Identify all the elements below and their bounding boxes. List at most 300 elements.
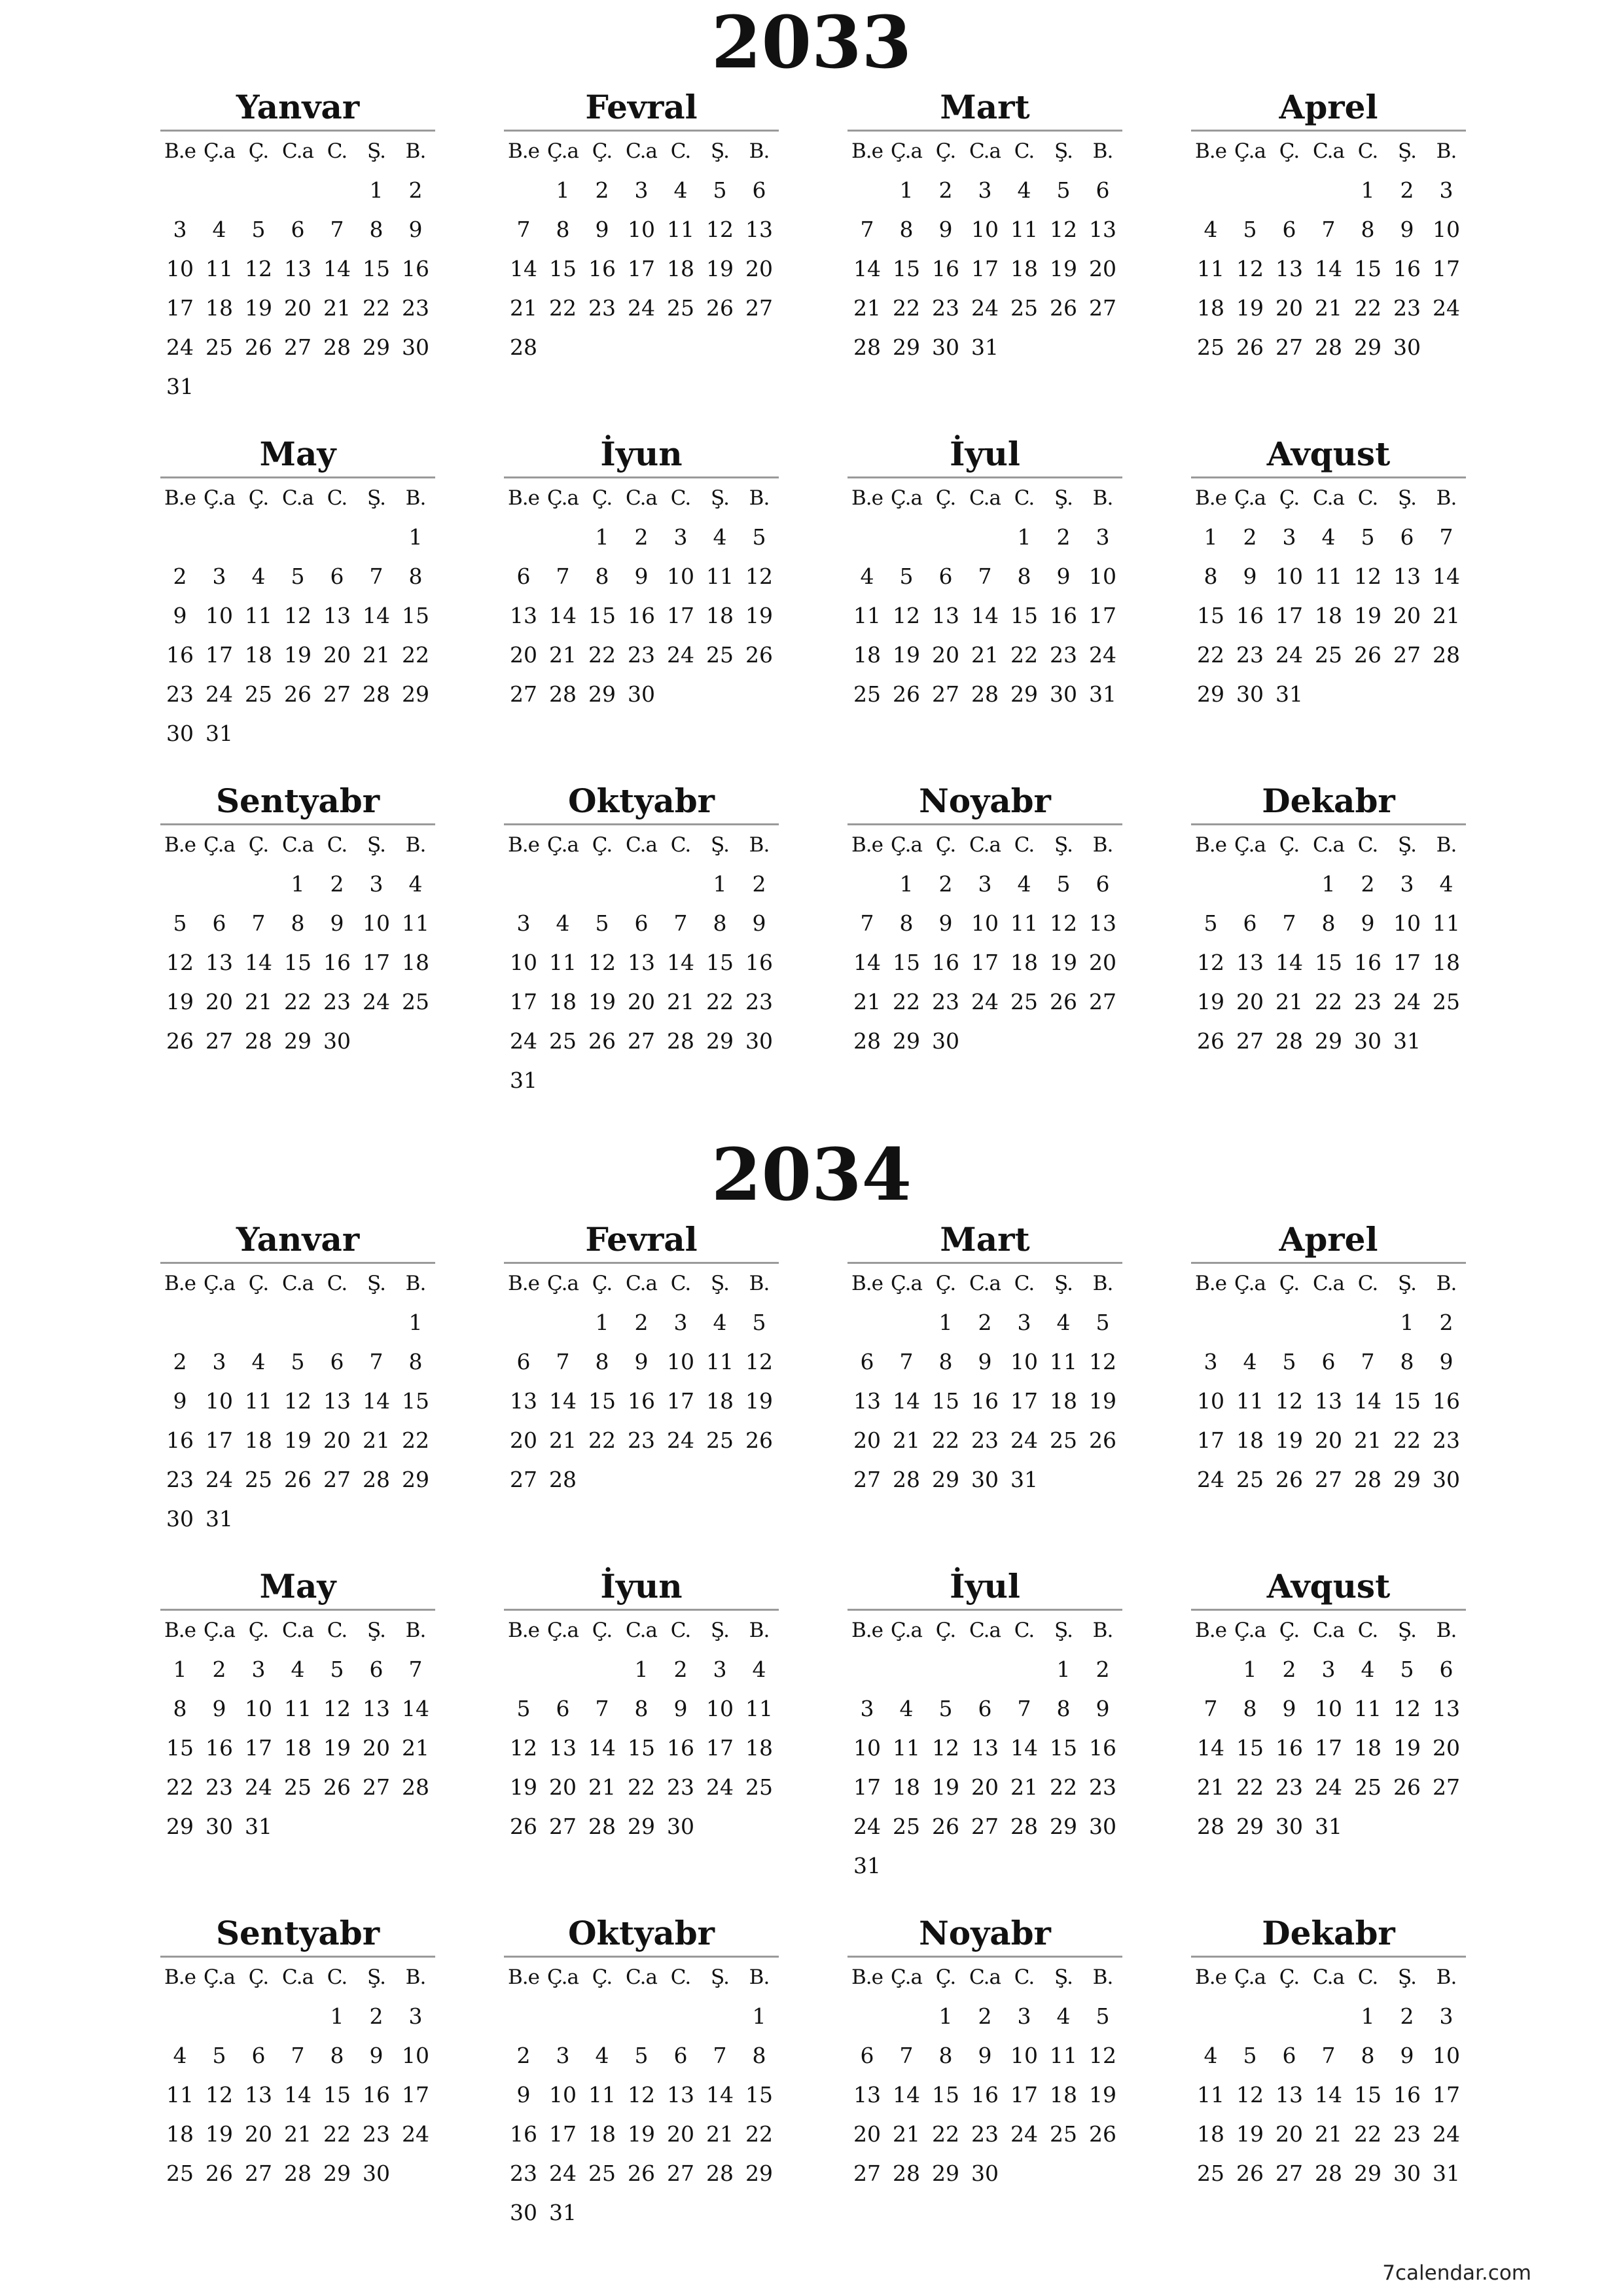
day-cell: 6 (516, 1349, 531, 1374)
day-cell: 10 (853, 1735, 881, 1761)
day-cell: 23 (971, 1427, 999, 1453)
weekday-header: B. (405, 486, 426, 510)
day-cell: 25 (1236, 1467, 1264, 1492)
empty-day-cell (239, 171, 278, 210)
day-cell: 18 (166, 2121, 194, 2147)
weekday-header: Ç.a (547, 1619, 579, 1642)
weekday-header: C. (1357, 139, 1378, 163)
day-cell: 9 (408, 217, 423, 242)
day-cell: 27 (932, 681, 959, 707)
day-cell: 12 (510, 1735, 537, 1761)
day-cell: 11 (667, 217, 694, 242)
day-cell: 15 (549, 256, 577, 281)
empty-day-cell (160, 1997, 200, 2036)
day-cell: 15 (1354, 256, 1382, 281)
empty-day-cell (1309, 171, 1348, 210)
weekday-header: Ç.a (204, 486, 235, 510)
empty-day-cell (200, 1997, 239, 2036)
day-cell: 16 (1433, 1388, 1460, 1414)
weekday-header: Ç. (592, 1272, 613, 1295)
empty-day-cell (926, 518, 965, 557)
empty-day-cell (504, 865, 543, 904)
day-cell: 29 (1393, 1467, 1421, 1492)
day-cell: 12 (588, 950, 616, 975)
weekday-header: C.a (969, 486, 1001, 510)
day-cell: 16 (1393, 256, 1421, 281)
day-cell: 19 (1197, 989, 1224, 1014)
empty-day-cell (1270, 1303, 1309, 1342)
weekday-header: C.a (626, 833, 657, 857)
day-cell: 7 (251, 910, 266, 936)
day-cell: 25 (1197, 334, 1224, 360)
day-grid (847, 1611, 1122, 1886)
day-cell: 15 (1197, 603, 1224, 628)
day-cell: 18 (402, 950, 429, 975)
day-cell: 4 (1204, 2043, 1218, 2068)
weekday-header: B. (749, 1965, 770, 1989)
day-cell: 22 (402, 642, 429, 668)
day-cell: 21 (667, 989, 694, 1014)
day-cell: 16 (628, 603, 655, 628)
day-cell: 10 (166, 256, 194, 281)
day-cell: 9 (516, 2082, 531, 2108)
day-cell: 28 (363, 681, 390, 707)
day-cell: 31 (205, 1506, 233, 1532)
weekday-header: C. (327, 1272, 348, 1295)
day-cell: 18 (245, 642, 272, 668)
day-cell: 26 (1236, 2161, 1264, 2186)
weekday-header: Ş. (1398, 1272, 1416, 1295)
day-cell: 2 (978, 1310, 992, 1335)
day-cell: 14 (1275, 950, 1303, 975)
day-cell: 20 (745, 256, 773, 281)
day-cell: 13 (510, 603, 537, 628)
day-cell: 7 (673, 910, 688, 936)
day-grid (160, 825, 435, 1061)
day-cell: 14 (853, 256, 881, 281)
day-cell: 5 (251, 217, 266, 242)
day-cell: 1 (1243, 1657, 1257, 1682)
month-name: Oktyabr (504, 779, 779, 825)
day-cell: 17 (1010, 2082, 1038, 2108)
day-cell: 16 (1089, 1735, 1116, 1761)
day-cell: 20 (510, 642, 537, 668)
day-cell: 23 (402, 295, 429, 321)
day-cell: 24 (1010, 1427, 1038, 1453)
day-cell: 10 (1393, 910, 1421, 936)
weekday-header: B. (1092, 1272, 1113, 1295)
day-cell: 3 (978, 871, 992, 897)
weekday-header: B.e (1195, 1619, 1226, 1642)
day-cell: 20 (932, 642, 959, 668)
year-title: 2034 (711, 1132, 912, 1217)
day-cell: 29 (323, 2161, 351, 2186)
weekday-header: B.e (508, 486, 539, 510)
day-cell: 11 (402, 910, 429, 936)
day-cell: 3 (673, 524, 688, 550)
empty-day-cell (1270, 865, 1309, 904)
day-cell: 26 (284, 1467, 312, 1492)
weekday-header: Ç.a (891, 1965, 922, 1989)
month-name: Dekabr (1191, 1911, 1466, 1958)
day-cell: 19 (1354, 603, 1382, 628)
empty-day-cell (1230, 1303, 1270, 1342)
day-grid (160, 1611, 435, 1846)
weekday-header: Ç. (592, 1965, 613, 1989)
day-cell: 8 (1204, 564, 1218, 589)
day-cell: 16 (166, 1427, 194, 1453)
day-cell: 25 (1433, 989, 1460, 1014)
day-cell: 31 (1089, 681, 1116, 707)
day-grid (1191, 1611, 1466, 1846)
day-grid (160, 1958, 435, 2193)
weekday-header: Ş. (1398, 1965, 1416, 1989)
day-cell: 2 (369, 2003, 383, 2029)
day-cell: 25 (245, 681, 272, 707)
day-cell: 13 (1275, 2082, 1303, 2108)
month-block (504, 1217, 779, 1499)
month-block (160, 1564, 435, 1846)
day-cell: 6 (673, 2043, 688, 2068)
day-cell: 8 (173, 1696, 187, 1721)
day-cell: 5 (212, 2043, 226, 2068)
day-grid (847, 1264, 1122, 1499)
day-cell: 31 (1433, 2161, 1460, 2186)
weekday-header: C.a (969, 139, 1001, 163)
day-cell: 24 (1433, 2121, 1460, 2147)
day-cell: 2 (330, 871, 344, 897)
day-cell: 28 (549, 1467, 577, 1492)
day-cell: 6 (1096, 177, 1110, 203)
day-cell: 30 (402, 334, 429, 360)
weekday-header: C. (1357, 486, 1378, 510)
weekday-header: C.a (282, 833, 313, 857)
day-cell: 6 (860, 2043, 874, 2068)
month-block (1191, 85, 1466, 367)
day-cell: 1 (369, 177, 383, 203)
day-cell: 3 (369, 871, 383, 897)
day-cell: 18 (1315, 603, 1342, 628)
day-cell: 28 (667, 1028, 694, 1054)
weekday-header: Ç. (1279, 1965, 1300, 1989)
day-cell: 26 (1050, 989, 1077, 1014)
day-grid (504, 132, 779, 367)
day-cell: 26 (205, 2161, 233, 2186)
day-cell: 22 (284, 989, 312, 1014)
day-cell: 25 (706, 642, 734, 668)
day-cell: 8 (1056, 1696, 1071, 1721)
day-cell: 5 (1243, 217, 1257, 242)
day-cell: 1 (330, 2003, 344, 2029)
day-cell: 12 (1354, 564, 1382, 589)
day-cell: 23 (932, 989, 959, 1014)
day-cell: 20 (1393, 603, 1421, 628)
weekday-header: Ç. (592, 139, 613, 163)
day-cell: 8 (1321, 910, 1336, 936)
day-cell: 15 (588, 1388, 616, 1414)
day-cell: 10 (402, 2043, 429, 2068)
day-cell: 13 (1089, 910, 1116, 936)
day-cell: 12 (932, 1735, 959, 1761)
day-cell: 9 (634, 1349, 649, 1374)
day-cell: 22 (932, 2121, 959, 2147)
weekday-header: Ş. (1054, 486, 1073, 510)
weekday-header: C.a (1313, 833, 1344, 857)
day-cell: 4 (212, 217, 226, 242)
weekday-header: Ç. (935, 486, 956, 510)
day-cell: 30 (510, 2200, 537, 2225)
day-cell: 25 (245, 1467, 272, 1492)
day-cell: 9 (1361, 910, 1375, 936)
day-cell: 20 (667, 2121, 694, 2147)
day-cell: 29 (1010, 681, 1038, 707)
day-cell: 23 (1393, 295, 1421, 321)
day-cell: 4 (173, 2043, 187, 2068)
weekday-header: Ç.a (547, 1965, 579, 1989)
day-cell: 17 (1197, 1427, 1224, 1453)
day-cell: 5 (1282, 1349, 1296, 1374)
weekday-header: B. (1436, 139, 1457, 163)
day-cell: 24 (205, 1467, 233, 1492)
day-cell: 22 (1315, 989, 1342, 1014)
empty-day-cell (504, 1997, 543, 2036)
weekday-header: Ş. (367, 1619, 385, 1642)
day-cell: 4 (1439, 871, 1454, 897)
day-cell: 9 (938, 910, 953, 936)
day-cell: 19 (166, 989, 194, 1014)
day-cell: 14 (853, 950, 881, 975)
empty-day-cell (887, 518, 926, 557)
day-cell: 7 (1321, 217, 1336, 242)
day-cell: 21 (549, 642, 577, 668)
empty-day-cell (1191, 865, 1230, 904)
day-cell: 21 (510, 295, 537, 321)
day-cell: 3 (634, 177, 649, 203)
day-cell: 13 (1433, 1696, 1460, 1721)
weekday-header: Ç. (592, 486, 613, 510)
month-name: May (160, 432, 435, 478)
day-cell: 26 (893, 681, 920, 707)
weekday-header: C.a (1313, 1619, 1344, 1642)
day-cell: 17 (1275, 603, 1303, 628)
day-cell: 11 (745, 1696, 773, 1721)
day-cell: 19 (510, 1774, 537, 1800)
month-block (504, 1564, 779, 1846)
day-cell: 20 (549, 1774, 577, 1800)
day-cell: 30 (205, 1814, 233, 1839)
day-cell: 7 (1361, 1349, 1375, 1374)
day-cell: 8 (899, 910, 914, 936)
day-cell: 15 (932, 1388, 959, 1414)
empty-day-cell (622, 865, 661, 904)
weekday-header: C.a (969, 1619, 1001, 1642)
day-cell: 5 (1243, 2043, 1257, 2068)
day-cell: 24 (1393, 989, 1421, 1014)
empty-day-cell (1005, 1650, 1044, 1689)
day-cell: 4 (1243, 1349, 1257, 1374)
day-cell: 30 (323, 1028, 351, 1054)
weekday-header: C. (327, 486, 348, 510)
day-grid (504, 825, 779, 1100)
month-block (504, 779, 779, 1100)
day-cell: 28 (402, 1774, 429, 1800)
day-cell: 21 (1010, 1774, 1038, 1800)
day-cell: 11 (853, 603, 881, 628)
day-cell: 6 (1400, 524, 1414, 550)
day-cell: 9 (595, 217, 609, 242)
day-cell: 16 (1354, 950, 1382, 975)
day-cell: 29 (1354, 2161, 1382, 2186)
day-cell: 26 (245, 334, 272, 360)
month-name: Avqust (1191, 1564, 1466, 1611)
day-cell: 2 (1096, 1657, 1110, 1682)
day-cell: 16 (1393, 2082, 1421, 2108)
day-cell: 13 (745, 217, 773, 242)
weekday-header: C. (1014, 1272, 1035, 1295)
day-cell: 18 (284, 1735, 312, 1761)
day-cell: 17 (853, 1774, 881, 1800)
day-cell: 16 (1236, 603, 1264, 628)
empty-day-cell (160, 1303, 200, 1342)
day-cell: 31 (1010, 1467, 1038, 1492)
month-block (160, 1217, 435, 1539)
day-cell: 10 (706, 1696, 734, 1721)
day-cell: 20 (1275, 2121, 1303, 2147)
day-grid (504, 1264, 779, 1499)
weekday-header: Ç. (1279, 486, 1300, 510)
day-cell: 21 (971, 642, 999, 668)
day-cell: 16 (205, 1735, 233, 1761)
day-cell: 11 (1197, 256, 1224, 281)
weekday-header: C. (670, 833, 691, 857)
empty-day-cell (926, 1650, 965, 1689)
day-cell: 31 (245, 1814, 272, 1839)
day-cell: 30 (667, 1814, 694, 1839)
day-cell: 15 (402, 603, 429, 628)
day-cell: 14 (1010, 1735, 1038, 1761)
day-cell: 5 (1056, 871, 1071, 897)
weekday-header: C.a (282, 1965, 313, 1989)
day-cell: 14 (402, 1696, 429, 1721)
day-cell: 3 (673, 1310, 688, 1335)
day-cell: 27 (1393, 642, 1421, 668)
day-grid (504, 478, 779, 714)
day-cell: 25 (893, 1814, 920, 1839)
day-cell: 5 (752, 524, 766, 550)
empty-day-cell (887, 1303, 926, 1342)
day-cell: 4 (251, 564, 266, 589)
day-cell: 27 (667, 2161, 694, 2186)
day-cell: 28 (284, 2161, 312, 2186)
day-cell: 11 (549, 950, 577, 975)
empty-day-cell (847, 171, 887, 210)
day-cell: 18 (1354, 1735, 1382, 1761)
weekday-header: B. (749, 1272, 770, 1295)
day-cell: 5 (516, 1696, 531, 1721)
day-cell: 23 (1089, 1774, 1116, 1800)
month-block (847, 85, 1122, 367)
day-cell: 18 (1433, 950, 1460, 975)
weekday-header: B.e (508, 833, 539, 857)
day-cell: 4 (595, 2043, 609, 2068)
day-cell: 12 (1089, 1349, 1116, 1374)
weekday-header: Ş. (711, 833, 729, 857)
day-cell: 21 (1354, 1427, 1382, 1453)
day-cell: 4 (1321, 524, 1336, 550)
day-cell: 27 (323, 681, 351, 707)
day-cell: 17 (971, 950, 999, 975)
day-cell: 11 (1010, 910, 1038, 936)
day-cell: 25 (853, 681, 881, 707)
day-cell: 7 (1282, 910, 1296, 936)
weekday-header: B.e (1195, 1965, 1226, 1989)
day-cell: 10 (510, 950, 537, 975)
day-cell: 19 (706, 256, 734, 281)
day-cell: 19 (588, 989, 616, 1014)
day-cell: 19 (1050, 950, 1077, 975)
day-cell: 26 (1089, 1427, 1116, 1453)
day-cell: 13 (205, 950, 233, 975)
day-cell: 28 (853, 334, 881, 360)
month-name: May (160, 1564, 435, 1611)
day-cell: 21 (323, 295, 351, 321)
day-cell: 18 (549, 989, 577, 1014)
day-cell: 15 (1315, 950, 1342, 975)
weekday-header: Ş. (711, 1272, 729, 1295)
weekday-header: Ş. (367, 139, 385, 163)
day-grid (1191, 1264, 1466, 1499)
weekday-header: B. (1436, 486, 1457, 510)
day-cell: 29 (932, 1467, 959, 1492)
day-cell: 16 (510, 2121, 537, 2147)
day-cell: 15 (363, 256, 390, 281)
day-cell: 6 (330, 1349, 344, 1374)
day-cell: 26 (1354, 642, 1382, 668)
day-cell: 11 (205, 256, 233, 281)
weekday-header: C. (1357, 1619, 1378, 1642)
day-cell: 22 (893, 295, 920, 321)
day-cell: 29 (166, 1814, 194, 1839)
weekday-header: Ç. (1279, 1619, 1300, 1642)
empty-day-cell (847, 1997, 887, 2036)
day-cell: 6 (1439, 1657, 1454, 1682)
day-cell: 30 (1354, 1028, 1382, 1054)
day-cell: 1 (1361, 177, 1375, 203)
empty-day-cell (278, 171, 317, 210)
day-grid (1191, 478, 1466, 714)
day-cell: 27 (1433, 1774, 1460, 1800)
day-cell: 7 (1439, 524, 1454, 550)
weekday-header: Ç. (935, 833, 956, 857)
day-cell: 12 (1197, 950, 1224, 975)
empty-day-cell (582, 1650, 622, 1689)
day-cell: 4 (291, 1657, 305, 1682)
day-cell: 10 (549, 2082, 577, 2108)
day-cell: 1 (595, 1310, 609, 1335)
empty-day-cell (504, 171, 543, 210)
day-cell: 6 (1282, 2043, 1296, 2068)
weekday-header: B.e (1195, 486, 1226, 510)
day-cell: 11 (166, 2082, 194, 2108)
day-cell: 27 (363, 1774, 390, 1800)
day-cell: 16 (402, 256, 429, 281)
day-cell: 30 (166, 1506, 194, 1532)
day-cell: 4 (251, 1349, 266, 1374)
day-cell: 17 (510, 989, 537, 1014)
weekday-header: Ç. (1279, 1272, 1300, 1295)
month-name: İyun (504, 1564, 779, 1611)
weekday-header: Ş. (1054, 139, 1073, 163)
